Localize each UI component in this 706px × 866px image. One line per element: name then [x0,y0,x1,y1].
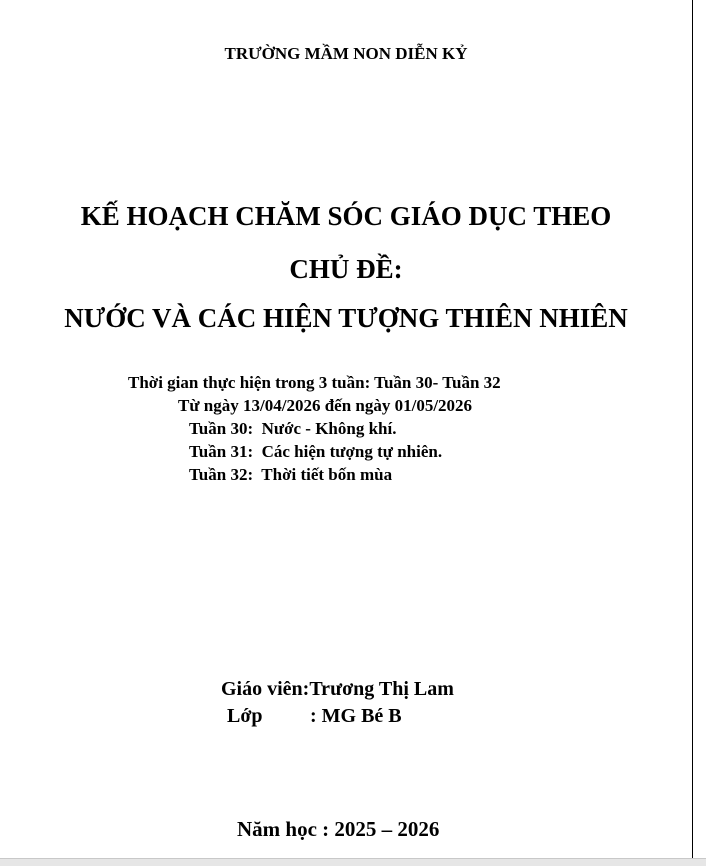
plan-title-line-2: CHỦ ĐỀ: [289,254,403,284]
class-value: : MG Bé B [310,705,402,727]
schedule-duration: Thời gian thực hiện trong 3 tuần: Tuần 30- Tuần 32 [128,373,501,392]
week-31-topic: Tuần 31: Các hiện tượng tự nhiên. [189,442,443,461]
class-line [227,705,402,728]
plan-title-line-3: NƯỚC VÀ CÁC HIỆN TƯỢNG THIÊN NHIÊN [64,303,628,333]
class-label: Lớp [227,705,263,727]
teacher-name: Giáo viên:Trương Thị Lam [221,678,454,700]
plan-title-line-1: KẾ HOẠCH CHĂM SÓC GIÁO DỤC THEO [80,201,612,231]
week-32-topic: Tuần 32: Thời tiết bốn mùa [189,465,393,484]
week-30-topic: Tuần 30: Nước - Không khí. [189,419,397,438]
schedule-date-range: Từ ngày 13/04/2026 đến ngày 01/05/2026 [178,396,473,415]
school-name: TRƯỜNG MẦM NON DIỄN KỶ [224,44,468,63]
school-year: Năm học : 2025 – 2026 [237,817,440,841]
